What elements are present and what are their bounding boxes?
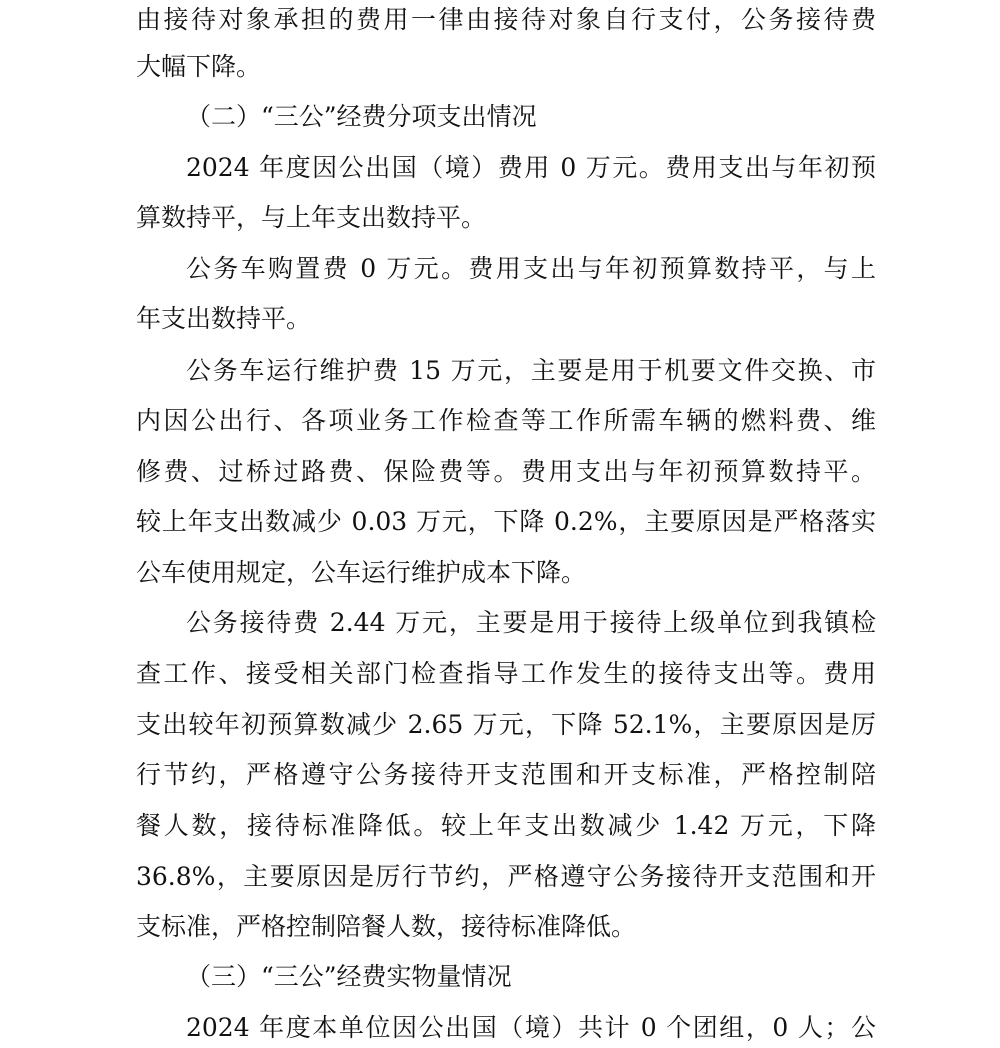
document-page <box>136 0 876 1042</box>
body-text-line: 大幅下降。 <box>136 52 262 81</box>
paragraph-first-line: 公务车运行维护费 15 万元，主要是用于机要文件交换、市 <box>186 356 876 385</box>
body-text-line: 支标准，严格控制陪餐人数，接待标准降低。 <box>136 912 637 941</box>
body-text-line: 算数持平，与上年支出数持平。 <box>136 203 487 232</box>
body-text-line: 年支出数持平。 <box>136 304 312 333</box>
paragraph-first-line: 公务接待费 2.44 万元，主要是用于接待上级单位到我镇检 <box>186 608 876 637</box>
body-text-line: 36.8%，主要原因是厉行节约，严格遵守公务接待开支范围和开 <box>136 862 876 891</box>
body-text-line: 查工作、接受相关部门检查指导工作发生的接待支出等。费用 <box>136 659 876 688</box>
body-text-line: 支出较年初预算数减少 2.65 万元，下降 52.1%，主要原因是厉 <box>136 710 876 739</box>
paragraph-first-line: 2024 年度因公出国（境）费用 0 万元。费用支出与年初预 <box>186 153 876 182</box>
section-heading: （二）“三公”经费分项支出情况 <box>186 102 537 131</box>
paragraph-first-line: 公务车购置费 0 万元。费用支出与年初预算数持平，与上 <box>186 254 876 283</box>
body-text-line: 较上年支出数减少 0.03 万元，下降 0.2%，主要原因是严格落实 <box>136 507 876 536</box>
section-heading: （三）“三公”经费实物量情况 <box>186 962 512 991</box>
body-text-line: 餐人数，接待标准降低。较上年支出数减少 1.42 万元，下降 <box>136 811 876 840</box>
body-text-line: 修费、过桥过路费、保险费等。费用支出与年初预算数持平。 <box>136 457 876 486</box>
body-text-line: 由接待对象承担的费用一律由接待对象自行支付，公务接待费 <box>136 5 876 34</box>
body-text-line: 内因公出行、各项业务工作检查等工作所需车辆的燃料费、维 <box>136 406 876 435</box>
body-text-line: 公车使用规定，公车运行维护成本下降。 <box>136 558 587 587</box>
body-text-line: 行节约，严格遵守公务接待开支范围和开支标准，严格控制陪 <box>136 760 876 789</box>
paragraph-first-line: 2024 年度本单位因公出国（境）共计 0 个团组，0 人；公 <box>186 1013 876 1042</box>
